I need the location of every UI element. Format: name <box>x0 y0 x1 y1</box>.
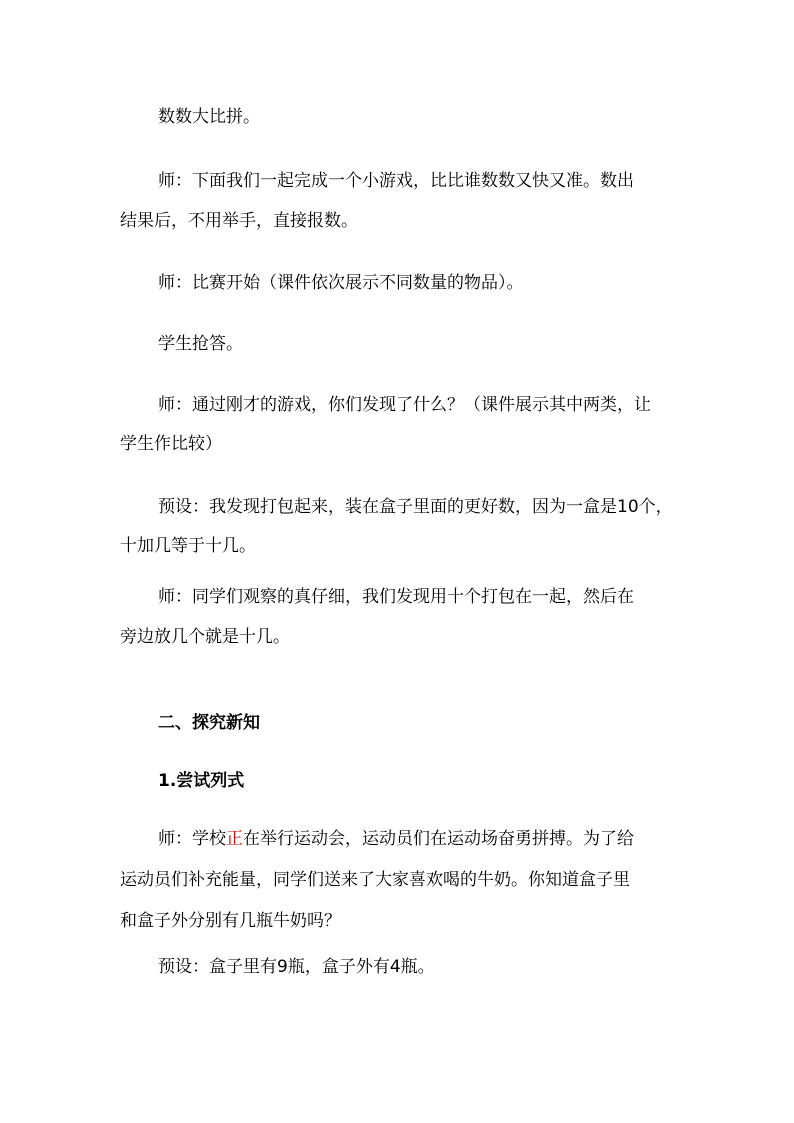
paragraph-preset-line2: 十加几等于十几。 <box>120 536 256 556</box>
paragraph-teacher-game-line2: 结果后，不用举手，直接报数。 <box>120 211 358 231</box>
paragraph-teacher-sports-line3: 和盒子外分别有几瓶牛奶吗？ <box>120 911 341 931</box>
subsection-heading: 1.尝试列式 <box>158 771 245 791</box>
paragraph-teacher-sports-segment-c: 在举行运动会，运动员们在运动场奋勇拼搏。为了给 <box>243 829 634 849</box>
paragraph-teacher-sports-highlight: 正 <box>226 829 243 849</box>
section-heading: 二、探究新知 <box>158 713 260 733</box>
paragraph-preset-line1: 预设：我发现打包起来，装在盒子里面的更好数，因为一盒是10个， <box>158 497 673 517</box>
paragraph-teacher-observe-line2: 旁边放几个就是十几。 <box>120 627 290 647</box>
paragraph-preset-milk: 预设：盒子里有9瓶，盒子外有4瓶。 <box>158 957 435 977</box>
paragraph-students-answer: 学生抢答。 <box>158 334 243 354</box>
paragraph-teacher-question-line1: 师：通过刚才的游戏，你们发现了什么？（课件展示其中两类，让 <box>158 395 651 415</box>
paragraph-teacher-question-line2: 学生作比较） <box>120 434 222 454</box>
paragraph-teacher-sports-segment-a: 师：学校 <box>158 829 226 849</box>
paragraph-teacher-sports-line1 <box>158 828 634 850</box>
paragraph-teacher-start: 师：比赛开始（课件依次展示不同数量的物品）。 <box>158 273 524 293</box>
paragraph-teacher-observe-line1: 师：同学们观察的真仔细，我们发现用十个打包在一起，然后在 <box>158 587 634 607</box>
paragraph-teacher-sports-line2: 运动员们补充能量，同学们送来了大家喜欢喝的牛奶。你知道盒子里 <box>120 870 630 890</box>
paragraph-intro: 数数大比拼。 <box>158 107 260 127</box>
paragraph-teacher-game-line1: 师：下面我们一起完成一个小游戏，比比谁数数又快又准。数出 <box>158 171 634 191</box>
